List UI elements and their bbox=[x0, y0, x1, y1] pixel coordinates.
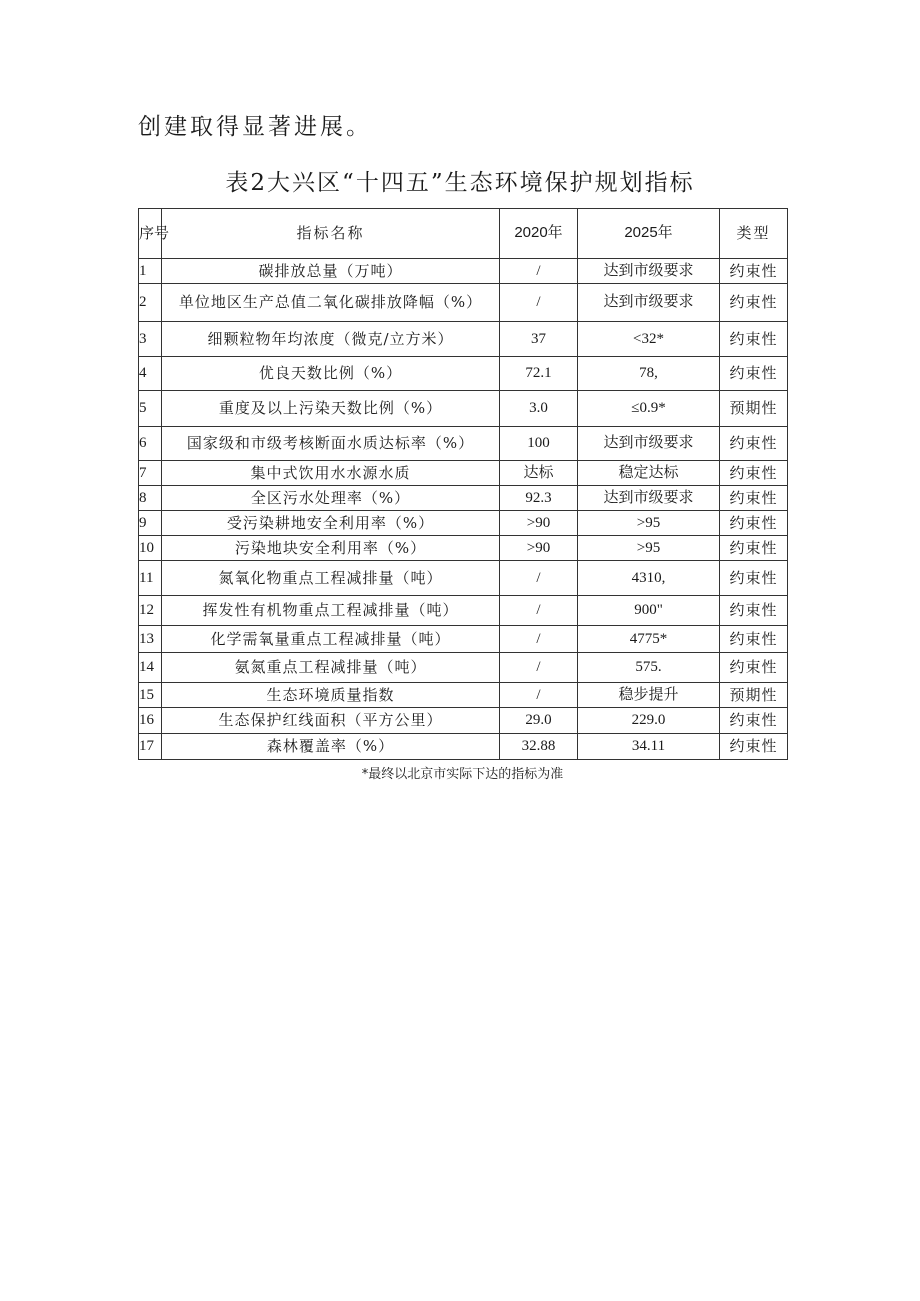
cell-seq: 5 bbox=[139, 391, 162, 427]
cell-type: 约束性 bbox=[720, 427, 788, 461]
cell-indicator-name: 受污染耕地安全利用率（%） bbox=[162, 511, 500, 536]
cell-2025: 达到市级要求 bbox=[578, 284, 720, 322]
cell-seq: 16 bbox=[139, 708, 162, 734]
cell-seq: 12 bbox=[139, 596, 162, 626]
cell-2025: 575. bbox=[578, 653, 720, 683]
cell-2025: >95 bbox=[578, 536, 720, 561]
table-row bbox=[139, 626, 788, 653]
cell-2025: 达到市级要求 bbox=[578, 259, 720, 284]
cell-type: 预期性 bbox=[720, 391, 788, 427]
header-name: 指标名称 bbox=[162, 209, 500, 259]
cell-seq: 7 bbox=[139, 461, 162, 486]
table-row bbox=[139, 259, 788, 284]
cell-indicator-name: 生态保护红线面积（平方公里） bbox=[162, 708, 500, 734]
cell-indicator-name: 森林覆盖率（%） bbox=[162, 734, 500, 760]
cell-2020: 32.88 bbox=[500, 734, 578, 760]
cell-2020: / bbox=[500, 683, 578, 708]
table-row bbox=[139, 357, 788, 391]
cell-indicator-name: 化学需氧量重点工程减排量（吨） bbox=[162, 626, 500, 653]
indicator-table bbox=[138, 208, 788, 760]
table-row bbox=[139, 284, 788, 322]
cell-indicator-name: 挥发性有机物重点工程减排量（吨） bbox=[162, 596, 500, 626]
cell-indicator-name: 国家级和市级考核断面水质达标率（%） bbox=[162, 427, 500, 461]
table-row bbox=[139, 683, 788, 708]
cell-2020: >90 bbox=[500, 511, 578, 536]
cell-2020: 29.0 bbox=[500, 708, 578, 734]
cell-type: 约束性 bbox=[720, 561, 788, 596]
header-seq: 序号 bbox=[139, 209, 162, 259]
cell-2020: 37 bbox=[500, 322, 578, 357]
cell-2025: 34.11 bbox=[578, 734, 720, 760]
cell-indicator-name: 优良天数比例（%） bbox=[162, 357, 500, 391]
header-type: 类型 bbox=[720, 209, 788, 259]
cell-seq: 17 bbox=[139, 734, 162, 760]
table-row bbox=[139, 511, 788, 536]
cell-2020: / bbox=[500, 596, 578, 626]
cell-type: 约束性 bbox=[720, 653, 788, 683]
cell-2020: 92.3 bbox=[500, 486, 578, 511]
cell-2020: 3.0 bbox=[500, 391, 578, 427]
cell-seq: 1 bbox=[139, 259, 162, 284]
cell-2025: 4310, bbox=[578, 561, 720, 596]
cell-2020: / bbox=[500, 561, 578, 596]
cell-type: 约束性 bbox=[720, 708, 788, 734]
cell-seq: 2 bbox=[139, 284, 162, 322]
cell-seq: 6 bbox=[139, 427, 162, 461]
header-2020: 2020年 bbox=[500, 209, 578, 259]
cell-type: 约束性 bbox=[720, 511, 788, 536]
cell-2025: 达到市级要求 bbox=[578, 486, 720, 511]
cell-seq: 15 bbox=[139, 683, 162, 708]
header-2025: 2025年 bbox=[578, 209, 720, 259]
cell-indicator-name: 集中式饮用水水源水质 bbox=[162, 461, 500, 486]
table-row bbox=[139, 322, 788, 357]
cell-type: 预期性 bbox=[720, 683, 788, 708]
table-header-row bbox=[139, 209, 788, 259]
table-row bbox=[139, 536, 788, 561]
cell-2020: 100 bbox=[500, 427, 578, 461]
cell-type: 约束性 bbox=[720, 461, 788, 486]
cell-2025: 229.0 bbox=[578, 708, 720, 734]
cell-type: 约束性 bbox=[720, 734, 788, 760]
cell-seq: 3 bbox=[139, 322, 162, 357]
cell-2025: 稳步提升 bbox=[578, 683, 720, 708]
cell-type: 约束性 bbox=[720, 536, 788, 561]
table-row bbox=[139, 391, 788, 427]
cell-seq: 13 bbox=[139, 626, 162, 653]
table-row bbox=[139, 708, 788, 734]
cell-2025: 达到市级要求 bbox=[578, 427, 720, 461]
cell-2020: / bbox=[500, 284, 578, 322]
cell-2025: 78, bbox=[578, 357, 720, 391]
cell-indicator-name: 氮氧化物重点工程减排量（吨） bbox=[162, 561, 500, 596]
table-row bbox=[139, 461, 788, 486]
cell-type: 约束性 bbox=[720, 357, 788, 391]
cell-2025: 稳定达标 bbox=[578, 461, 720, 486]
cell-2025: 900" bbox=[578, 596, 720, 626]
cell-2020: / bbox=[500, 626, 578, 653]
footnote: *最终以北京市实际下达的指标为准 bbox=[361, 767, 564, 782]
cell-seq: 8 bbox=[139, 486, 162, 511]
cell-2025: >95 bbox=[578, 511, 720, 536]
cell-2020: 达标 bbox=[500, 461, 578, 486]
cell-2020: >90 bbox=[500, 536, 578, 561]
cell-2020: / bbox=[500, 259, 578, 284]
cell-seq: 11 bbox=[139, 561, 162, 596]
table-row bbox=[139, 486, 788, 511]
table-row bbox=[139, 653, 788, 683]
cell-indicator-name: 碳排放总量（万吨） bbox=[162, 259, 500, 284]
cell-indicator-name: 生态环境质量指数 bbox=[162, 683, 500, 708]
table-title: 表2大兴区“十四五”生态环境保护规划指标 bbox=[225, 170, 695, 196]
cell-indicator-name: 单位地区生产总值二氧化碳排放降幅（%） bbox=[162, 284, 500, 322]
cell-seq: 14 bbox=[139, 653, 162, 683]
cell-indicator-name: 重度及以上污染天数比例（%） bbox=[162, 391, 500, 427]
cell-indicator-name: 全区污水处理率（%） bbox=[162, 486, 500, 511]
cell-indicator-name: 氨氮重点工程减排量（吨） bbox=[162, 653, 500, 683]
cell-type: 约束性 bbox=[720, 596, 788, 626]
cell-seq: 9 bbox=[139, 511, 162, 536]
cell-2020: 72.1 bbox=[500, 357, 578, 391]
cell-type: 约束性 bbox=[720, 284, 788, 322]
table-row bbox=[139, 734, 788, 760]
cell-seq: 10 bbox=[139, 536, 162, 561]
cell-indicator-name: 污染地块安全利用率（%） bbox=[162, 536, 500, 561]
cell-2025: <32* bbox=[578, 322, 720, 357]
cell-2025: 4775* bbox=[578, 626, 720, 653]
cell-2025: ≤0.9* bbox=[578, 391, 720, 427]
table-row bbox=[139, 427, 788, 461]
cell-type: 约束性 bbox=[720, 486, 788, 511]
cell-type: 约束性 bbox=[720, 322, 788, 357]
table-row bbox=[139, 596, 788, 626]
cell-indicator-name: 细颗粒物年均浓度（微克/立方米） bbox=[162, 322, 500, 357]
cell-seq: 4 bbox=[139, 357, 162, 391]
cell-2020: / bbox=[500, 653, 578, 683]
lead-paragraph: 创建取得显著进展。 bbox=[138, 114, 372, 140]
table-body bbox=[139, 259, 788, 760]
cell-type: 约束性 bbox=[720, 259, 788, 284]
cell-type: 约束性 bbox=[720, 626, 788, 653]
table-row bbox=[139, 561, 788, 596]
